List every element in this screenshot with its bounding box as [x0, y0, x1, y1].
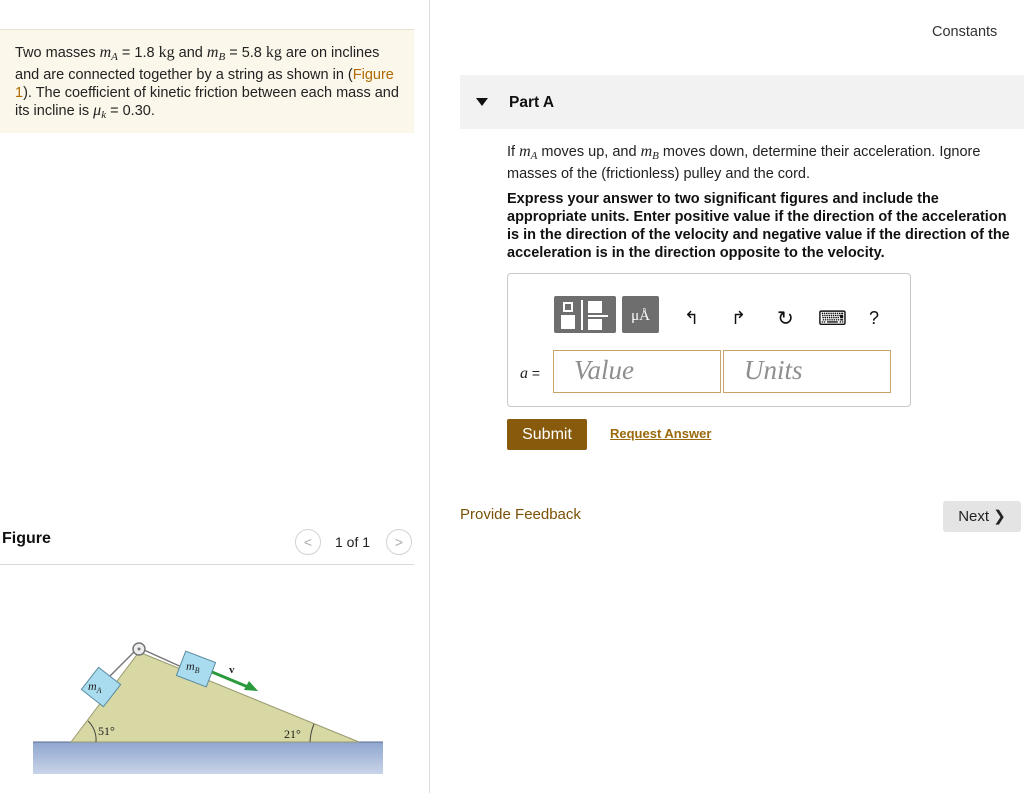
collapse-caret-icon[interactable] — [476, 98, 488, 106]
velocity-label: v — [229, 664, 235, 676]
mu-value: = 0.30. — [106, 103, 155, 119]
part-title: Part A — [509, 94, 555, 111]
mass-a-symbol: $m_A$ — [519, 143, 538, 162]
template-square-icon — [588, 319, 602, 330]
units-input[interactable]: Units — [723, 350, 891, 393]
angle-left-label: 51° — [98, 724, 115, 738]
figure-page-count: 1 of 1 — [335, 534, 371, 550]
fraction-bar-icon — [588, 315, 608, 317]
mass-b-unit: kg — [265, 44, 282, 61]
answer-label: a = — [520, 365, 541, 382]
question-text: If $m_A$ moves up, and $m_B$ moves down, determine their acceleration. Ignore masses of the (frictionless) pulley and the cord. — [507, 143, 981, 182]
templates-button[interactable] — [554, 296, 616, 333]
figure-next-button[interactable]: > — [386, 529, 412, 555]
block-a-label: $m_A$ — [88, 679, 102, 695]
mass-a-value: = 1.8 — [117, 45, 159, 61]
template-divider-icon — [581, 300, 583, 330]
mass-b-symbol: $m_B$ — [206, 44, 226, 63]
redo-icon[interactable]: ↱ — [731, 308, 747, 328]
block-b-label: $m_B$ — [186, 659, 200, 675]
reset-icon[interactable]: ↻ — [777, 308, 794, 330]
figure-label: Figure — [2, 530, 51, 547]
mass-b-symbol: $m_B$ — [640, 143, 659, 162]
next-button[interactable]: Next ❯ — [943, 501, 1021, 532]
pulley-axle — [138, 648, 141, 651]
provide-feedback-link[interactable]: Provide Feedback — [460, 506, 581, 523]
keyboard-icon[interactable]: ⌨ — [818, 308, 847, 330]
angle-right-label: 21° — [284, 727, 301, 741]
ground — [33, 742, 383, 774]
panel-divider — [429, 0, 430, 793]
mass-a-unit: kg — [158, 44, 175, 61]
mu-symbol: $\mu_k$ — [93, 102, 107, 121]
answer-instructions: Express your answer to two significant figures and include the appropriate units. Enter positive value if the direction of the acceleration is in the direction of the velocity and negative value if the direction of the acceleration is in the direction opposite to the velocity. — [507, 191, 1010, 261]
value-input[interactable]: Value — [553, 350, 721, 393]
units-button[interactable]: μÅ — [622, 296, 659, 333]
template-square-icon — [561, 315, 575, 329]
figure-divider — [0, 564, 414, 565]
help-icon[interactable]: ? — [869, 308, 880, 328]
mass-b-value: = 5.8 — [225, 45, 266, 61]
problem-statement: Two masses $m_A = 1.8$ kg and $m_B = 5.8$ kg are on inclines and are connected together by a string as shown in (Figure 1). The coefficient of kinetic friction between each mass and its incline is $\mu_k = 0.30$. — [0, 29, 414, 133]
template-square-icon — [588, 301, 602, 313]
constants-link[interactable]: Constants — [932, 24, 998, 40]
template-square-icon — [563, 302, 573, 312]
figure-link[interactable]: Figure 1 — [15, 67, 394, 101]
request-answer-link[interactable]: Request Answer — [610, 426, 712, 441]
mass-a-symbol: $m_A$ — [99, 44, 118, 63]
incline-figure — [0, 566, 414, 793]
figure-prev-button[interactable]: < — [295, 529, 321, 555]
problem-text: Two masses — [15, 45, 100, 61]
submit-button[interactable]: Submit — [507, 419, 587, 450]
undo-icon[interactable]: ↰ — [684, 308, 700, 328]
